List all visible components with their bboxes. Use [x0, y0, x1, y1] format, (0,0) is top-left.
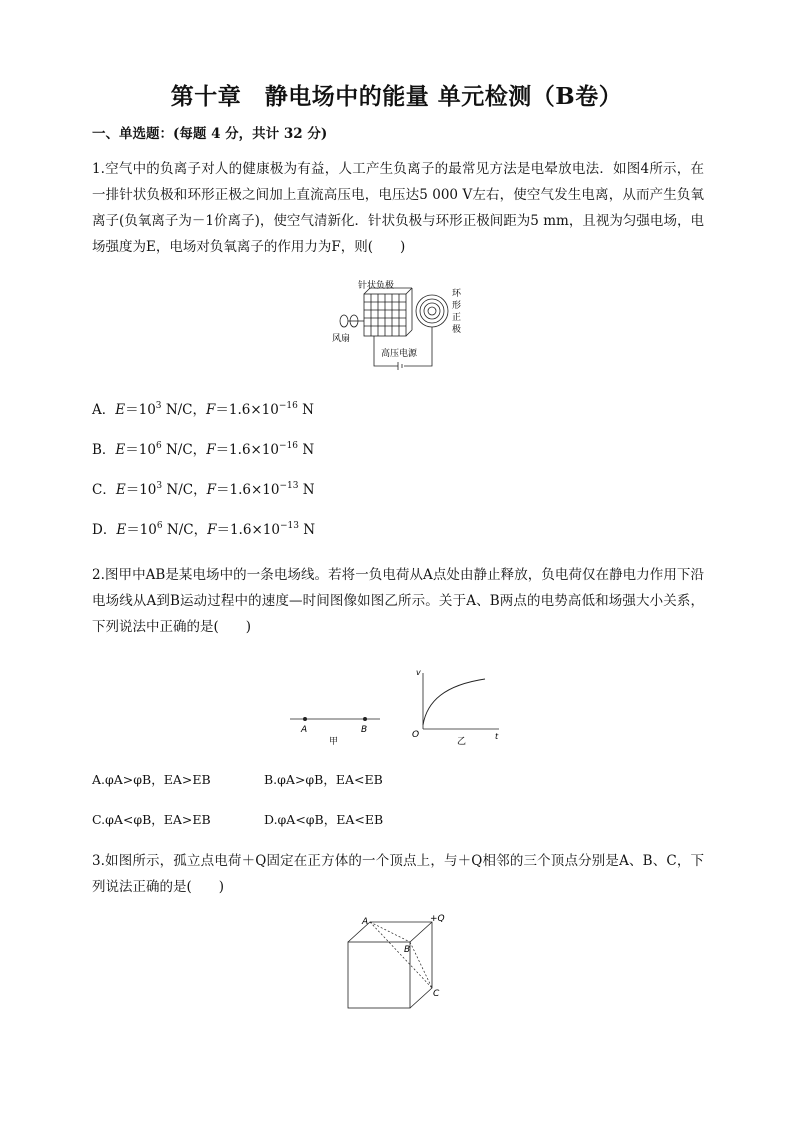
ring-electrode-icon: [416, 295, 448, 327]
label-o: O: [412, 730, 420, 740]
cube-diagonals: [370, 922, 432, 988]
q1-option-b[interactable]: B．$E=10^6$ N/C，$F=1.6\times 10^{-16}$ N: [92, 441, 315, 458]
label-a: A: [362, 917, 369, 927]
fan-label: 风扇: [332, 334, 351, 344]
q1-figure: [330, 278, 470, 370]
point-b: [363, 717, 367, 721]
q1-option-a[interactable]: A．$E=10^3$ N/C，$F=1.6\times 10^{-16}$ N: [92, 401, 314, 418]
label-t: t: [495, 732, 499, 741]
label-v: v: [416, 668, 421, 677]
cube-outline: [348, 922, 432, 1008]
ring-label-4: 极: [452, 325, 462, 335]
label-a: A: [301, 725, 308, 735]
fan-icon: [340, 315, 364, 327]
q2-option-b[interactable]: B.φA>φB，EA<EB: [264, 772, 383, 787]
ring-label-3: 正: [452, 313, 462, 323]
label-c: C: [433, 989, 440, 999]
ring-label-2: 形: [452, 301, 462, 311]
page-title: 第十章 静电场中的能量 单元检测（B卷）: [170, 83, 623, 110]
q1-option-c[interactable]: C．$E=10^3$ N/C，$F=1.6\times 10^{-13}$ N: [92, 481, 315, 498]
question-1-text: 1.空气中的负离子对人的健康极为有益，人工产生负离子的最常见方法是电晕放电法．如图4所示，在一排针状负极和环形正极之间加上直流高压电，电压达5 000 V左右，使空气发生电离，从而产生负氧离子(负氧离子为－1价离子)，使空气清新化．针状负极与环形正极间距为5 mm，且视为匀强电场，电场强度为E，电场对负氧离子的作用力为F，则( ): [92, 161, 704, 255]
section-heading: 一、单选题：(每题 4 分，共计 32 分): [92, 126, 328, 142]
label-yi: 乙: [457, 737, 467, 747]
question-3-text: 3.如图所示，孤立点电荷＋Q固定在正方体的一个顶点上，与＋Q相邻的三个顶点分别是A、B、C，下列说法正确的是( ): [92, 853, 704, 895]
vt-curve: [423, 679, 485, 725]
q2-option-d[interactable]: D.φA<φB，EA<EB: [264, 812, 384, 827]
q2-option-c[interactable]: C.φA<φB，EA>EB: [92, 812, 211, 827]
q1-option-d[interactable]: D．$E=10^6$ N/C，$F=1.6\times 10^{-13}$ N: [92, 521, 316, 538]
ring-label-1: 环: [452, 289, 462, 299]
label-jia: 甲: [329, 737, 339, 747]
needle-grid: [364, 288, 412, 336]
question-2-text: 2.图甲中AB是某电场中的一条电场线。若将一负电荷从A点处由静止释放，负电荷仅在静电力作用下沿电场线从A到B运动过程中的速度—时间图像如图乙所示。关于A、B两点的电势高低和场强大小关系，下列说法中正确的是( ): [92, 567, 704, 635]
label-q: +Q: [430, 914, 445, 924]
label-b: B: [404, 945, 411, 955]
needle-label: 针状负极: [358, 281, 395, 291]
label-b: B: [361, 725, 368, 735]
q2-figure: [285, 665, 505, 750]
q2-option-a[interactable]: A.φA>φB，EA>EB: [92, 772, 211, 787]
power-label: 高压电源: [381, 349, 418, 359]
point-a: [303, 717, 307, 721]
q3-figure: [340, 912, 460, 1014]
